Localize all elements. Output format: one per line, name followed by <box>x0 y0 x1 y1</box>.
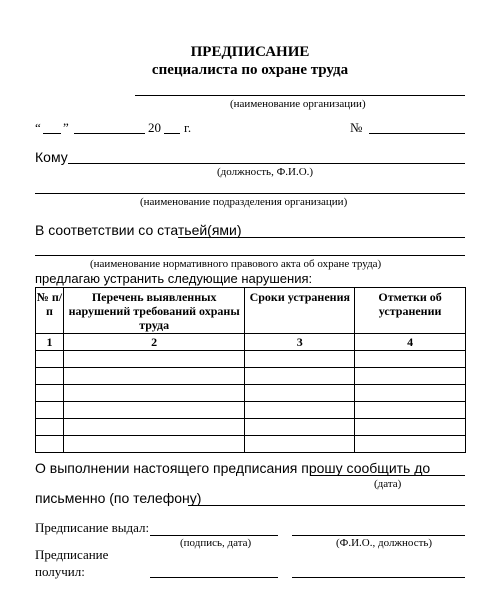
col-deadline-index: 3 <box>245 334 355 351</box>
table-cell[interactable] <box>355 402 466 419</box>
date-quote-open: “ <box>35 120 41 135</box>
issued-sign-caption: (подпись, дата) <box>180 537 252 549</box>
report-date-line[interactable] <box>310 475 465 476</box>
written-line[interactable] <box>188 505 465 506</box>
received-label-line1: Предписание <box>35 547 109 562</box>
written-label: письменно (по телефону) <box>35 490 202 506</box>
to-line[interactable] <box>68 163 465 164</box>
table-cell[interactable] <box>245 419 355 436</box>
table-row <box>36 436 466 453</box>
table-cell[interactable] <box>355 351 466 368</box>
table-cell[interactable] <box>36 351 64 368</box>
received-name-line[interactable] <box>292 577 465 578</box>
table-cell[interactable] <box>355 419 466 436</box>
table-row <box>36 385 466 402</box>
year-suffix: г. <box>184 120 192 135</box>
table-cell[interactable] <box>63 385 244 402</box>
number-label: № <box>350 120 363 135</box>
issued-label: Предписание выдал: <box>35 520 150 535</box>
report-date-caption: (дата) <box>374 478 402 490</box>
organization-caption: (наименование организации) <box>230 98 366 110</box>
col-number-index: 1 <box>36 334 64 351</box>
table-row <box>36 402 466 419</box>
article-line[interactable] <box>178 237 465 238</box>
table-cell[interactable] <box>63 419 244 436</box>
received-sign-line[interactable] <box>150 577 278 578</box>
violations-table <box>35 287 466 453</box>
year-prefix: 20 <box>148 120 161 135</box>
table-number-row <box>36 334 466 351</box>
act-caption: (наименование нормативного правового акта об охране труда) <box>90 258 382 270</box>
position-caption: (должность, Ф.И.О.) <box>217 166 314 178</box>
proposal-text: предлагаю устранить следующие нарушения: <box>35 271 313 286</box>
issued-name-line[interactable] <box>292 535 465 536</box>
table-cell[interactable] <box>245 402 355 419</box>
table-cell[interactable] <box>245 436 355 453</box>
col-deadline-header: Сроки устранения <box>245 288 355 334</box>
document-title: ПРЕДПИСАНИЕ <box>190 44 310 60</box>
to-label: Кому <box>35 149 68 165</box>
table-cell[interactable] <box>36 419 64 436</box>
table-cell[interactable] <box>245 385 355 402</box>
month-line[interactable] <box>74 133 145 134</box>
table-cell[interactable] <box>63 436 244 453</box>
table-row <box>36 368 466 385</box>
organization-line[interactable] <box>135 95 465 96</box>
article-label: В соответствии со статьей(ями) <box>35 222 242 238</box>
table-cell[interactable] <box>36 436 64 453</box>
table-row <box>36 419 466 436</box>
table-cell[interactable] <box>63 368 244 385</box>
table-cell[interactable] <box>355 385 466 402</box>
year-line[interactable] <box>164 133 180 134</box>
report-label: О выполнении настоящего предписания прошу сообщить до <box>35 460 431 476</box>
table-cell[interactable] <box>245 351 355 368</box>
table-header-row <box>36 288 466 334</box>
table-row <box>36 351 466 368</box>
number-line[interactable] <box>369 133 465 134</box>
day-line[interactable] <box>43 133 61 134</box>
issued-sign-line[interactable] <box>150 535 278 536</box>
division-line[interactable] <box>35 193 465 194</box>
table-cell[interactable] <box>63 402 244 419</box>
table-cell[interactable] <box>36 385 64 402</box>
table-cell[interactable] <box>355 436 466 453</box>
table-cell[interactable] <box>63 351 244 368</box>
issued-name-caption: (Ф.И.О., должность) <box>336 537 433 549</box>
col-violations-index: 2 <box>63 334 244 351</box>
date-quote-close: ” <box>63 120 69 135</box>
table-cell[interactable] <box>36 402 64 419</box>
division-caption: (наименование подразделения организации) <box>140 196 348 208</box>
col-number-header: № п/п <box>36 288 64 334</box>
document-subtitle: специалиста по охране труда <box>151 62 349 78</box>
act-line[interactable] <box>35 255 465 256</box>
table-cell[interactable] <box>355 368 466 385</box>
table-cell[interactable] <box>245 368 355 385</box>
col-violations-header: Перечень выявленных нарушений требований охраны труда <box>63 288 244 334</box>
received-label-line2: получил: <box>35 564 85 579</box>
table-cell[interactable] <box>36 368 64 385</box>
col-marks-index: 4 <box>355 334 466 351</box>
col-marks-header: Отметки об устранении <box>355 288 466 334</box>
